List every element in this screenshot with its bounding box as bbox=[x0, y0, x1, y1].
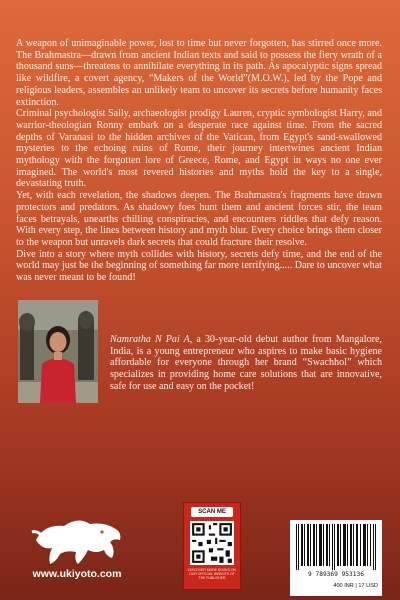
publisher-website[interactable]: www.ukiyoto.com bbox=[32, 568, 122, 580]
blurb-paragraph: A weapon of unimaginable power, lost to time but never forgotten, has stirred once more. The Brahmastra—drawn from ancient Indian texts and said to possess the fiery wrath of a thousand suns—threatens to annihilate everything in its path. As apocalyptic signs spread like wildfire, a covert agency, “Makers of the World”(M.O.W.), led by the Pope and religious leaders, assembles an unlikely team to uncover its secrets before humanity faces extinction. bbox=[16, 38, 382, 108]
qr-code-icon bbox=[190, 521, 234, 565]
barcode-icon bbox=[294, 524, 378, 570]
scan-caption: DISCOVER MORE BOOKS ON OUR OFFICIAL WEBSITE OF THE PUBLISHER bbox=[188, 568, 236, 580]
blurb-paragraph: Criminal psychologist Sally, archaeologist prodigy Lauren, cryptic symbologist Harry, and warrior-theologian Ronny embark on a desperate race against time. From the sacred depths of Varanasi to the hidden archives of the Vatican, from Egypt's sand-swallowed mysteries to the echoing ruins of Rome, their journey intertwines ancient Indian mythology with the forgotten lore of Greece, Rome, and Egypt in ways no one ever imagined. The world's most revered histories and myths hold the key to a single, devastating truth. bbox=[16, 108, 382, 190]
author-bio bbox=[110, 334, 382, 393]
blurb-paragraph: Yet, with each revelation, the shadows deepen. The Brahmastra's fragments have drawn protectors and predators. As shadowy foes hunt them and ancient forces stir, the team faces betrayals, unearths chilling conspiracies, and encounters riddles that defy reason. With every step, the lines between history and myth blur. Every choice brings them closer to the weapon but unravels dark secrets that could fracture their resolve. bbox=[16, 190, 382, 248]
blurb-paragraph: Dive into a story where myth collides with history, secrets defy time, and the end of the world may just be the beginning of something far more terrifying..... Dare to uncover what was never meant to be found! bbox=[16, 248, 382, 284]
author-name: Namratha N Pai A bbox=[110, 334, 190, 345]
scan-me-label: SCAN ME bbox=[191, 507, 233, 517]
author-photo-image bbox=[18, 300, 98, 403]
price-label: 400 INR | 17 USD bbox=[333, 583, 378, 589]
author-bio-text: , a 30-year-old debut author from Mangalore, India, is a young entrepreneur who aspires to make basic hygiene affordable for everyone through her brand “Swachhol” which specializes in providing home care solutions that are innovative, safe for use and easy on the pocket! bbox=[110, 334, 382, 392]
isbn-barcode bbox=[290, 520, 382, 596]
ukiyoto-lion-logo bbox=[30, 510, 126, 566]
author-photo bbox=[18, 300, 98, 403]
back-cover-blurb bbox=[16, 38, 382, 284]
isbn-number: 9 789369 953136 bbox=[308, 571, 364, 578]
lion-icon bbox=[30, 510, 126, 566]
scan-qr-card[interactable] bbox=[183, 502, 241, 590]
